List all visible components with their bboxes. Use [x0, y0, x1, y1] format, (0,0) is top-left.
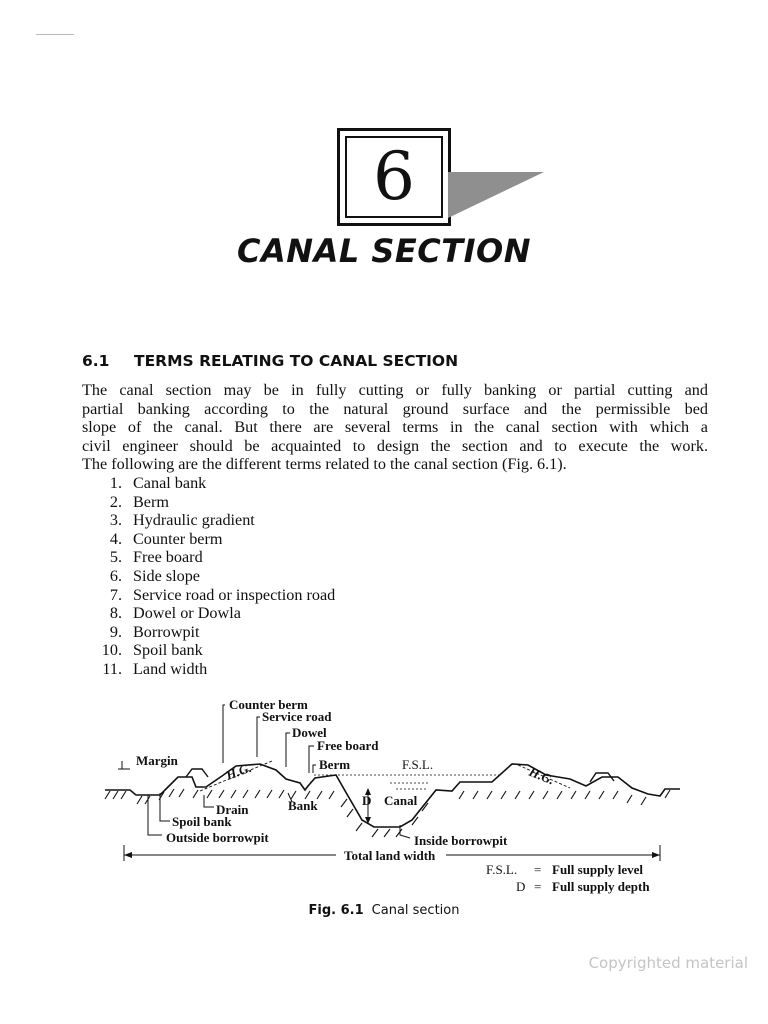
figure-caption-label: Fig. 6.1: [308, 903, 364, 918]
term-number: 3.: [109, 511, 122, 530]
paragraph-line: slope of the canal. But there are several terms in the canal section with which a: [82, 418, 708, 437]
section-number: 6.1: [82, 352, 110, 370]
legend-d-desc: Full supply depth: [552, 879, 650, 894]
scan-mark: [36, 34, 74, 35]
term-number: 10.: [101, 641, 122, 660]
term-number: 9.: [109, 622, 122, 641]
term-text: Canal bank: [133, 474, 207, 492]
term-number: 4.: [109, 529, 122, 548]
legend-fsl-eq: =: [534, 862, 542, 877]
chapter-number-inner-frame: [345, 136, 443, 218]
label-service-road: Service road: [262, 709, 332, 724]
paragraph-line: The canal section may be in fully cutting or fully banking or partial cutting and: [82, 381, 708, 399]
label-inside-borrowpit: Inside borrowpit: [414, 833, 508, 848]
term-text: Berm: [133, 492, 169, 511]
intro-paragraph: [82, 381, 708, 474]
term-text: Hydraulic gradient: [133, 511, 255, 530]
term-text: Borrowpit: [133, 622, 200, 641]
term-text: Free board: [133, 548, 203, 567]
label-hg-right: H.G.: [526, 763, 557, 788]
label-drain: Drain: [216, 802, 249, 817]
spoil-bank-left: [186, 769, 208, 777]
legend-d-abbr: D: [516, 879, 526, 894]
term-text: Land width: [133, 659, 208, 678]
legend-fsl-abbr: F.S.L.: [486, 862, 518, 877]
term-text: Counter berm: [133, 529, 223, 548]
label-outside-borrowpit: Outside borrowpit: [166, 830, 269, 845]
term-text: Service road or inspection road: [133, 585, 336, 604]
term-text: Spoil bank: [133, 641, 203, 660]
label-canal: Canal: [384, 793, 418, 808]
label-fsl: F.S.L.: [402, 757, 434, 772]
chapter-wedge-decoration: [448, 172, 548, 220]
section-heading-text: TERMS RELATING TO CANAL SECTION: [134, 352, 459, 370]
chapter-title: CANAL SECTION: [237, 232, 531, 270]
label-free-board: Free board: [317, 738, 379, 753]
chapter-number: 6: [373, 138, 415, 215]
canal-section-figure: [100, 695, 690, 900]
legend-d-eq: =: [534, 879, 542, 894]
term-number: 5.: [109, 548, 122, 567]
figure-caption-text: Canal section: [371, 903, 460, 918]
label-spoil-bank: Spoil bank: [172, 814, 232, 829]
term-number: 1.: [109, 474, 122, 492]
chapter-number-box: [337, 128, 451, 226]
label-dowel: Dowel: [292, 725, 327, 740]
label-counter-berm: Counter berm: [229, 697, 308, 712]
legend-fsl-desc: Full supply level: [552, 862, 644, 877]
term-number: 2.: [109, 492, 122, 511]
term-number: 11.: [102, 659, 122, 678]
term-number: 6.: [109, 566, 122, 585]
section-heading: [82, 352, 458, 370]
term-number: 8.: [109, 604, 122, 623]
canal-section-diagram: [100, 695, 690, 900]
label-margin: Margin: [136, 753, 178, 768]
label-berm: Berm: [319, 757, 351, 772]
label-total-land-width: Total land width: [344, 848, 436, 863]
copyright-watermark: Copyrighted material: [588, 954, 748, 972]
label-depth: D: [362, 793, 372, 808]
paragraph-line: partial banking according to the natural ground surface and the permissible bed: [82, 399, 708, 418]
paragraph-line: civil engineer should be acquainted to design the section and to execute the work.: [82, 436, 708, 455]
term-text: Side slope: [133, 566, 200, 585]
paragraph-line: The following are the different terms related to the canal section (Fig. 6.1).: [82, 455, 567, 474]
term-text: Dowel or Dowla: [133, 604, 241, 623]
term-number: 7.: [109, 585, 122, 604]
figure-caption: [0, 903, 768, 918]
label-bank: Bank: [288, 798, 318, 813]
label-hg-left: H.G.: [223, 759, 254, 783]
